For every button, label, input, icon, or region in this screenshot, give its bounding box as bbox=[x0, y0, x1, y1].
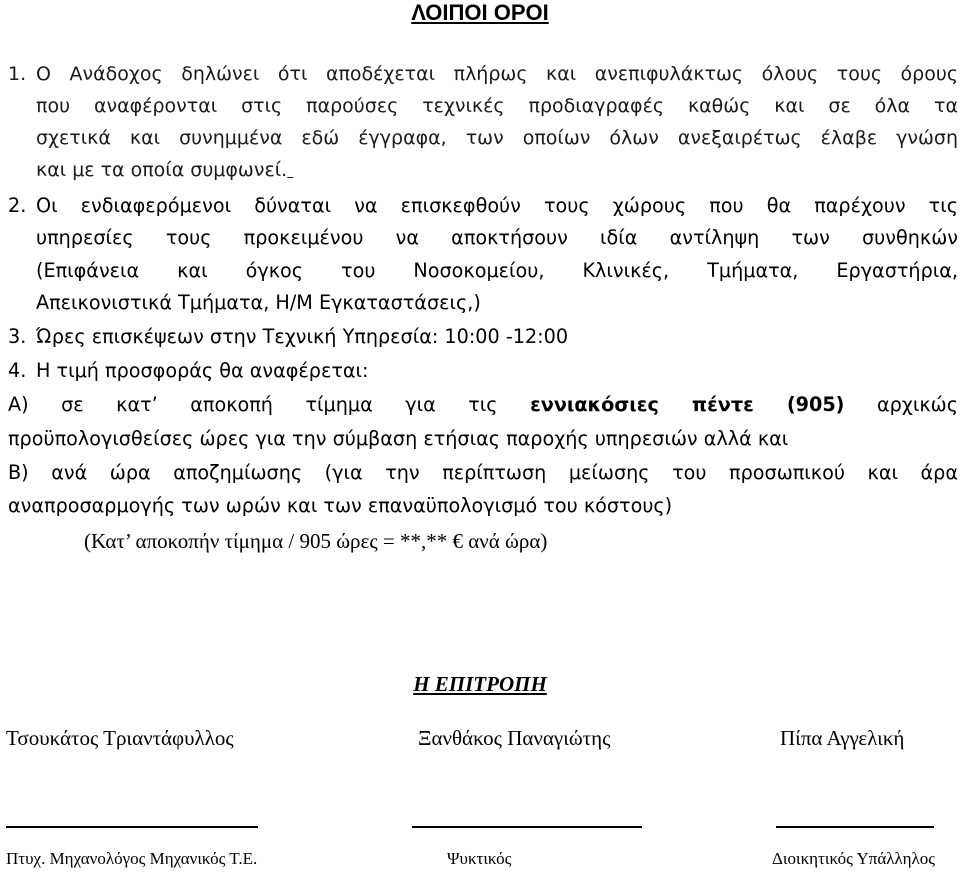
term1-line-2: που αναφέρονται στις παρούσες τεχνικές προδιαγραφές καθώς και σε όλα τα bbox=[36, 95, 958, 117]
term1-line-3: σχετικά και συνημμένα εδώ έγγραφα, των οποίων όλων ανεξαιρέτως έλαβε γνώση bbox=[36, 127, 958, 149]
term1-line-4 bbox=[36, 159, 293, 181]
term2-line-3: (Επιφάνεια και όγκος του Νοσοκομείου, Κλινικές, Τμήματα, Εργαστήρια, bbox=[36, 259, 958, 282]
signature-line-2 bbox=[412, 826, 642, 828]
term3-text: Ώρες επισκέψεων στην Τεχνική Υπηρεσία: 10:00 -12:00 bbox=[36, 325, 569, 348]
term4-number: 4. bbox=[8, 359, 27, 382]
term4-line-4: αναπροσαρμογής των ωρών και των επαναϋπολογισμό του κόστους) bbox=[8, 494, 673, 517]
page-title-text: ΛΟΙΠΟΙ ΟΡΟΙ bbox=[411, 0, 549, 25]
committee-title bbox=[0, 672, 960, 697]
signature-line-3 bbox=[776, 826, 934, 828]
committee-title-text: Η ΕΠΙΤΡΟΠΗ bbox=[413, 672, 547, 696]
term4-line-3: Β) ανά ώρα αποζημίωσης (για την περίπτωση μείωσης του προσωπικού και άρα bbox=[8, 461, 958, 484]
member-name-2: Ξανθάκος Παναγιώτης bbox=[418, 726, 611, 750]
term4-a-post: αρχικώς bbox=[876, 393, 959, 416]
member-role-2: Ψυκτικός bbox=[447, 849, 512, 868]
member-role-1: Πτυχ. Μηχανολόγος Μηχανικός Τ.Ε. bbox=[6, 849, 258, 868]
term1-line-1: Ο Ανάδοχος δηλώνει ότι αποδέχεται πλήρως και ανεπιφυλάκτως όλους τους όρους bbox=[36, 63, 958, 85]
term2-line-4: Απεικονιστικά Τμήματα, Η/Μ Εγκαταστάσεις,) bbox=[36, 291, 481, 314]
member-role-3: Διοικητικός Υπάλληλος bbox=[772, 849, 935, 868]
term4-formula: (Κατ’ αποκοπήν τίμημα / 905 ώρες = **,** € ανά ώρα) bbox=[84, 529, 548, 553]
term2-line-2: υπηρεσίες τους προκειμένου να αποκτήσουν ιδία αντίληψη των συνθηκών bbox=[36, 226, 958, 249]
term4-a-pre: Α) σε κατ’ αποκοπή τίμημα για τις bbox=[8, 393, 498, 416]
signature-line-1 bbox=[6, 826, 258, 828]
page-title bbox=[0, 0, 960, 26]
term4-a-bold: εννιακόσιες πέντε (905) bbox=[530, 393, 845, 416]
term4-intro: Η τιμή προσφοράς θα αναφέρεται: bbox=[36, 359, 369, 382]
term4-line-2: προϋπολογισθείσες ώρες για την σύμβαση ετήσιας παροχής υπηρεσιών αλλά και bbox=[8, 427, 789, 450]
term1-number: 1. bbox=[8, 63, 27, 85]
member-name-3: Πίπα Αγγελική bbox=[780, 726, 905, 750]
term2-number: 2. bbox=[8, 194, 27, 217]
term2-line-1: Οι ενδιαφερόμενοι δύναται να επισκεφθούν τους χώρους που θα παρέχουν τις bbox=[36, 194, 958, 217]
term3-number: 3. bbox=[8, 325, 27, 348]
term1-line-4-text: και με τα οποία συμφωνεί. bbox=[36, 159, 288, 181]
term4-line-a bbox=[8, 393, 958, 416]
member-name-1: Τσουκάτος Τριαντάφυλλος bbox=[6, 726, 234, 750]
